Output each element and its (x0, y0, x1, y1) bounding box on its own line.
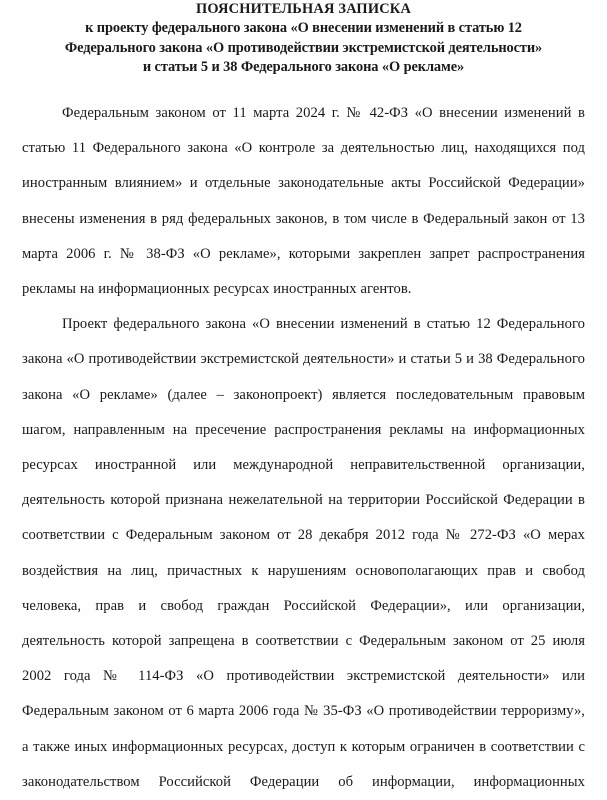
document-body (22, 96, 585, 800)
title-line-subject-3: и статьи 5 и 38 Федерального закона «О рекламе» (142, 59, 465, 76)
title-line-subject-1: к проекту федерального закона «О внесении изменений в статью 12 (85, 20, 522, 37)
title-line-subject-2: Федерального закона «О противодействии экстремистской деятельности» (64, 39, 543, 56)
title-line-heading: ПОЯСНИТЕЛЬНАЯ ЗАПИСКА (195, 1, 412, 17)
body-paragraph-1: Федеральным законом от 11 марта 2024 г. № 42-ФЗ «О внесении изменений в статью 11 Федерального закона «О контроле за деятельностью лиц, находящихся под иностранным влиянием» и отдельные законодательные акты Российской Федерации» внесены изменения в ряд федеральных законов, в том числе в Федеральный закон от 13 марта 2006 г. № 38-ФЗ «О рекламе», которыми закреплен запрет распространения рекламы на информационных ресурсах иностранных агентов. (22, 105, 585, 298)
document-title-block (22, 0, 585, 78)
body-paragraph-2: Проект федерального закона «О внесении изменений в статью 12 Федерального закона «О противодействии экстремистской деятельности» и статьи 5 и 38 Федерального закона «О рекламе» (далее – законопроект) является последовательным правовым шагом, направленным на пресечение распространения рекламы на информационных ресурсах иностранной или международной неправительственной организации, деятельность которой признана нежелательной на территории Российской Федерации в соответствии с Федеральным законом от 28 декабря 2012 года № 272-ФЗ «О мерах воздействия на лиц, причастных к нарушениям основополагающих прав и свобод человека, прав и свобод граждан Российской Федерации», или организации, деятельность которой запрещена в соответствии с Федеральным законом от 25 июля 2002 года № 114-ФЗ «О противодействии экстремистской деятельности» или Федеральным законом от 6 марта 2006 года № 35-ФЗ «О противодействии терроризму», а также иных информационных ресурсах, доступ к которым ограничен в соответствии с законодательством Российской Федерации об информации, информационных (22, 316, 585, 790)
